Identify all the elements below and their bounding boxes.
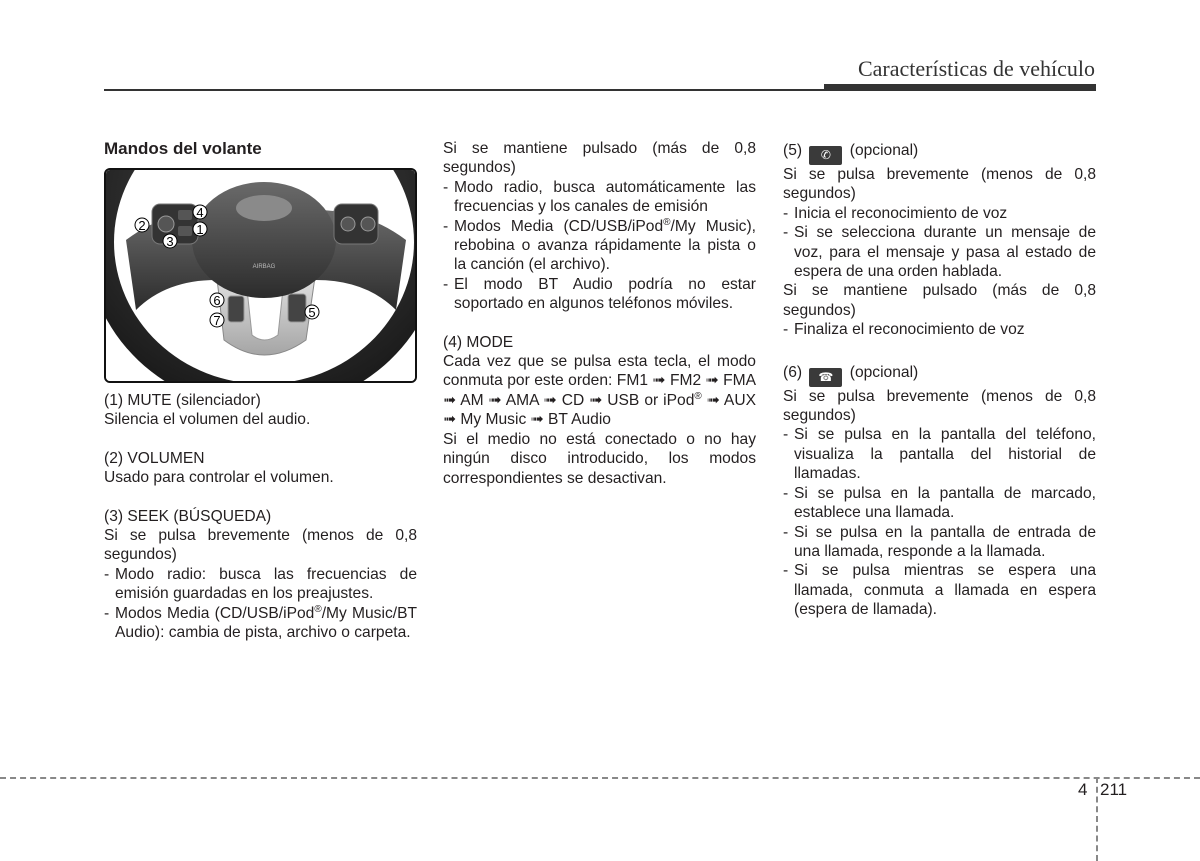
list-item: - Si se selecciona durante un mensaje de voz, para el mensaje y pasa al estado de espera de una orden hablada. xyxy=(783,224,1096,281)
list-item: - Si se pulsa en la pantalla del teléfono, visualiza la pantalla del historial de llamadas. xyxy=(783,426,1096,483)
footer-divider xyxy=(0,777,1200,779)
callout-3: 3 xyxy=(166,234,174,249)
list-item: - El modo BT Audio podría no estar soportado en algunos teléfonos móviles. xyxy=(443,275,756,313)
section-heading: Mandos del volante xyxy=(104,139,262,158)
mute-text: Silencia el volumen del audio. xyxy=(104,411,311,429)
volume-text: Usado para controlar el volumen. xyxy=(104,469,334,487)
list-item: - Modos Media (CD/USB/iPod®/My Music), rebobina o avanza rápidamente la pista o la canción (el archivo). xyxy=(443,216,756,274)
callout-1: 1 xyxy=(196,222,204,237)
voice-hold: Si se mantiene pulsado (más de 0,8 segundos) xyxy=(783,282,1096,319)
callout-7: 7 xyxy=(213,313,221,328)
voice-intro: Si se pulsa brevemente (menos de 0,8 segundos) xyxy=(783,166,1096,203)
list-item: - Si se pulsa mientras se espera una llamada, conmuta a llamada en espera (espera de llamada). xyxy=(783,562,1096,619)
airbag-label: AIRBAG xyxy=(252,264,276,270)
page-header-title: Características de vehículo xyxy=(857,56,1095,81)
mute-title: (1) MUTE (silenciador) xyxy=(104,392,261,409)
phone-intro: Si se pulsa brevemente (menos de 0,8 segundos) xyxy=(783,387,1096,425)
page-number xyxy=(1078,780,1127,800)
list-item: - Modos Media (CD/USB/iPod®/My Music/BT Audio): cambia de pista, archivo o carpeta. xyxy=(104,603,417,642)
callout-4: 4 xyxy=(196,205,204,220)
callout-2: 2 xyxy=(138,218,146,233)
list-item: - Si se pulsa en la pantalla de entrada de una llamada, responde a la llamada. xyxy=(783,523,1096,560)
steering-wheel-figure xyxy=(104,168,417,383)
list-item: - Inicia el reconocimiento de voz xyxy=(783,204,1008,222)
steering-wheel-illustration xyxy=(106,170,415,381)
header-rule xyxy=(104,89,1096,91)
callout-6: 6 xyxy=(213,293,221,308)
voice-icon: ✆ xyxy=(809,146,842,165)
page-index: 211 xyxy=(1100,780,1128,799)
list-item: - Modo radio: busca las frecuencias de emisión guardadas en los preajustes. xyxy=(104,565,417,603)
seek-intro: Si se pulsa brevemente (menos de 0,8 segundos) xyxy=(104,527,417,564)
seek-title: (3) SEEK (BÚSQUEDA) xyxy=(104,507,272,525)
voice-title: (5) ✆ (opcional) xyxy=(783,141,1096,165)
phone-title: (6) ☎ (opcional) xyxy=(783,363,1096,387)
column-1 xyxy=(104,138,417,642)
callout-5: 5 xyxy=(308,305,316,320)
phone-icon: ☎ xyxy=(809,368,842,387)
section-number: 4 xyxy=(1078,780,1088,799)
mode-title: (4) MODE xyxy=(443,333,514,351)
list-item: - Si se pulsa en la pantalla de marcado, establece una llamada. xyxy=(783,484,1096,522)
list-item: - Modo radio, busca automáticamente las frecuencias y los canales de emisión xyxy=(443,178,756,216)
hold-intro: Si se mantiene pulsado (más de 0,8 segundos) xyxy=(443,140,756,177)
column-2 xyxy=(443,139,756,488)
mode-text-2: Si el medio no está conectado o no hay ningún disco introducido, los modos correspondientes se desactivan. xyxy=(443,430,756,487)
list-item: - Finaliza el reconocimiento de voz xyxy=(783,321,1025,339)
mode-text: Cada vez que se pulsa esta tecla, el modo conmuta por este orden: FM1 ➟ FM2 ➟ FMA ➟ AM ➟ AMA ➟ CD ➟ USB or iPod® ➟ AUX ➟ My Music ➟ BT Audio xyxy=(443,353,756,429)
column-3 xyxy=(783,141,1096,620)
volume-title: (2) VOLUMEN xyxy=(104,449,205,467)
